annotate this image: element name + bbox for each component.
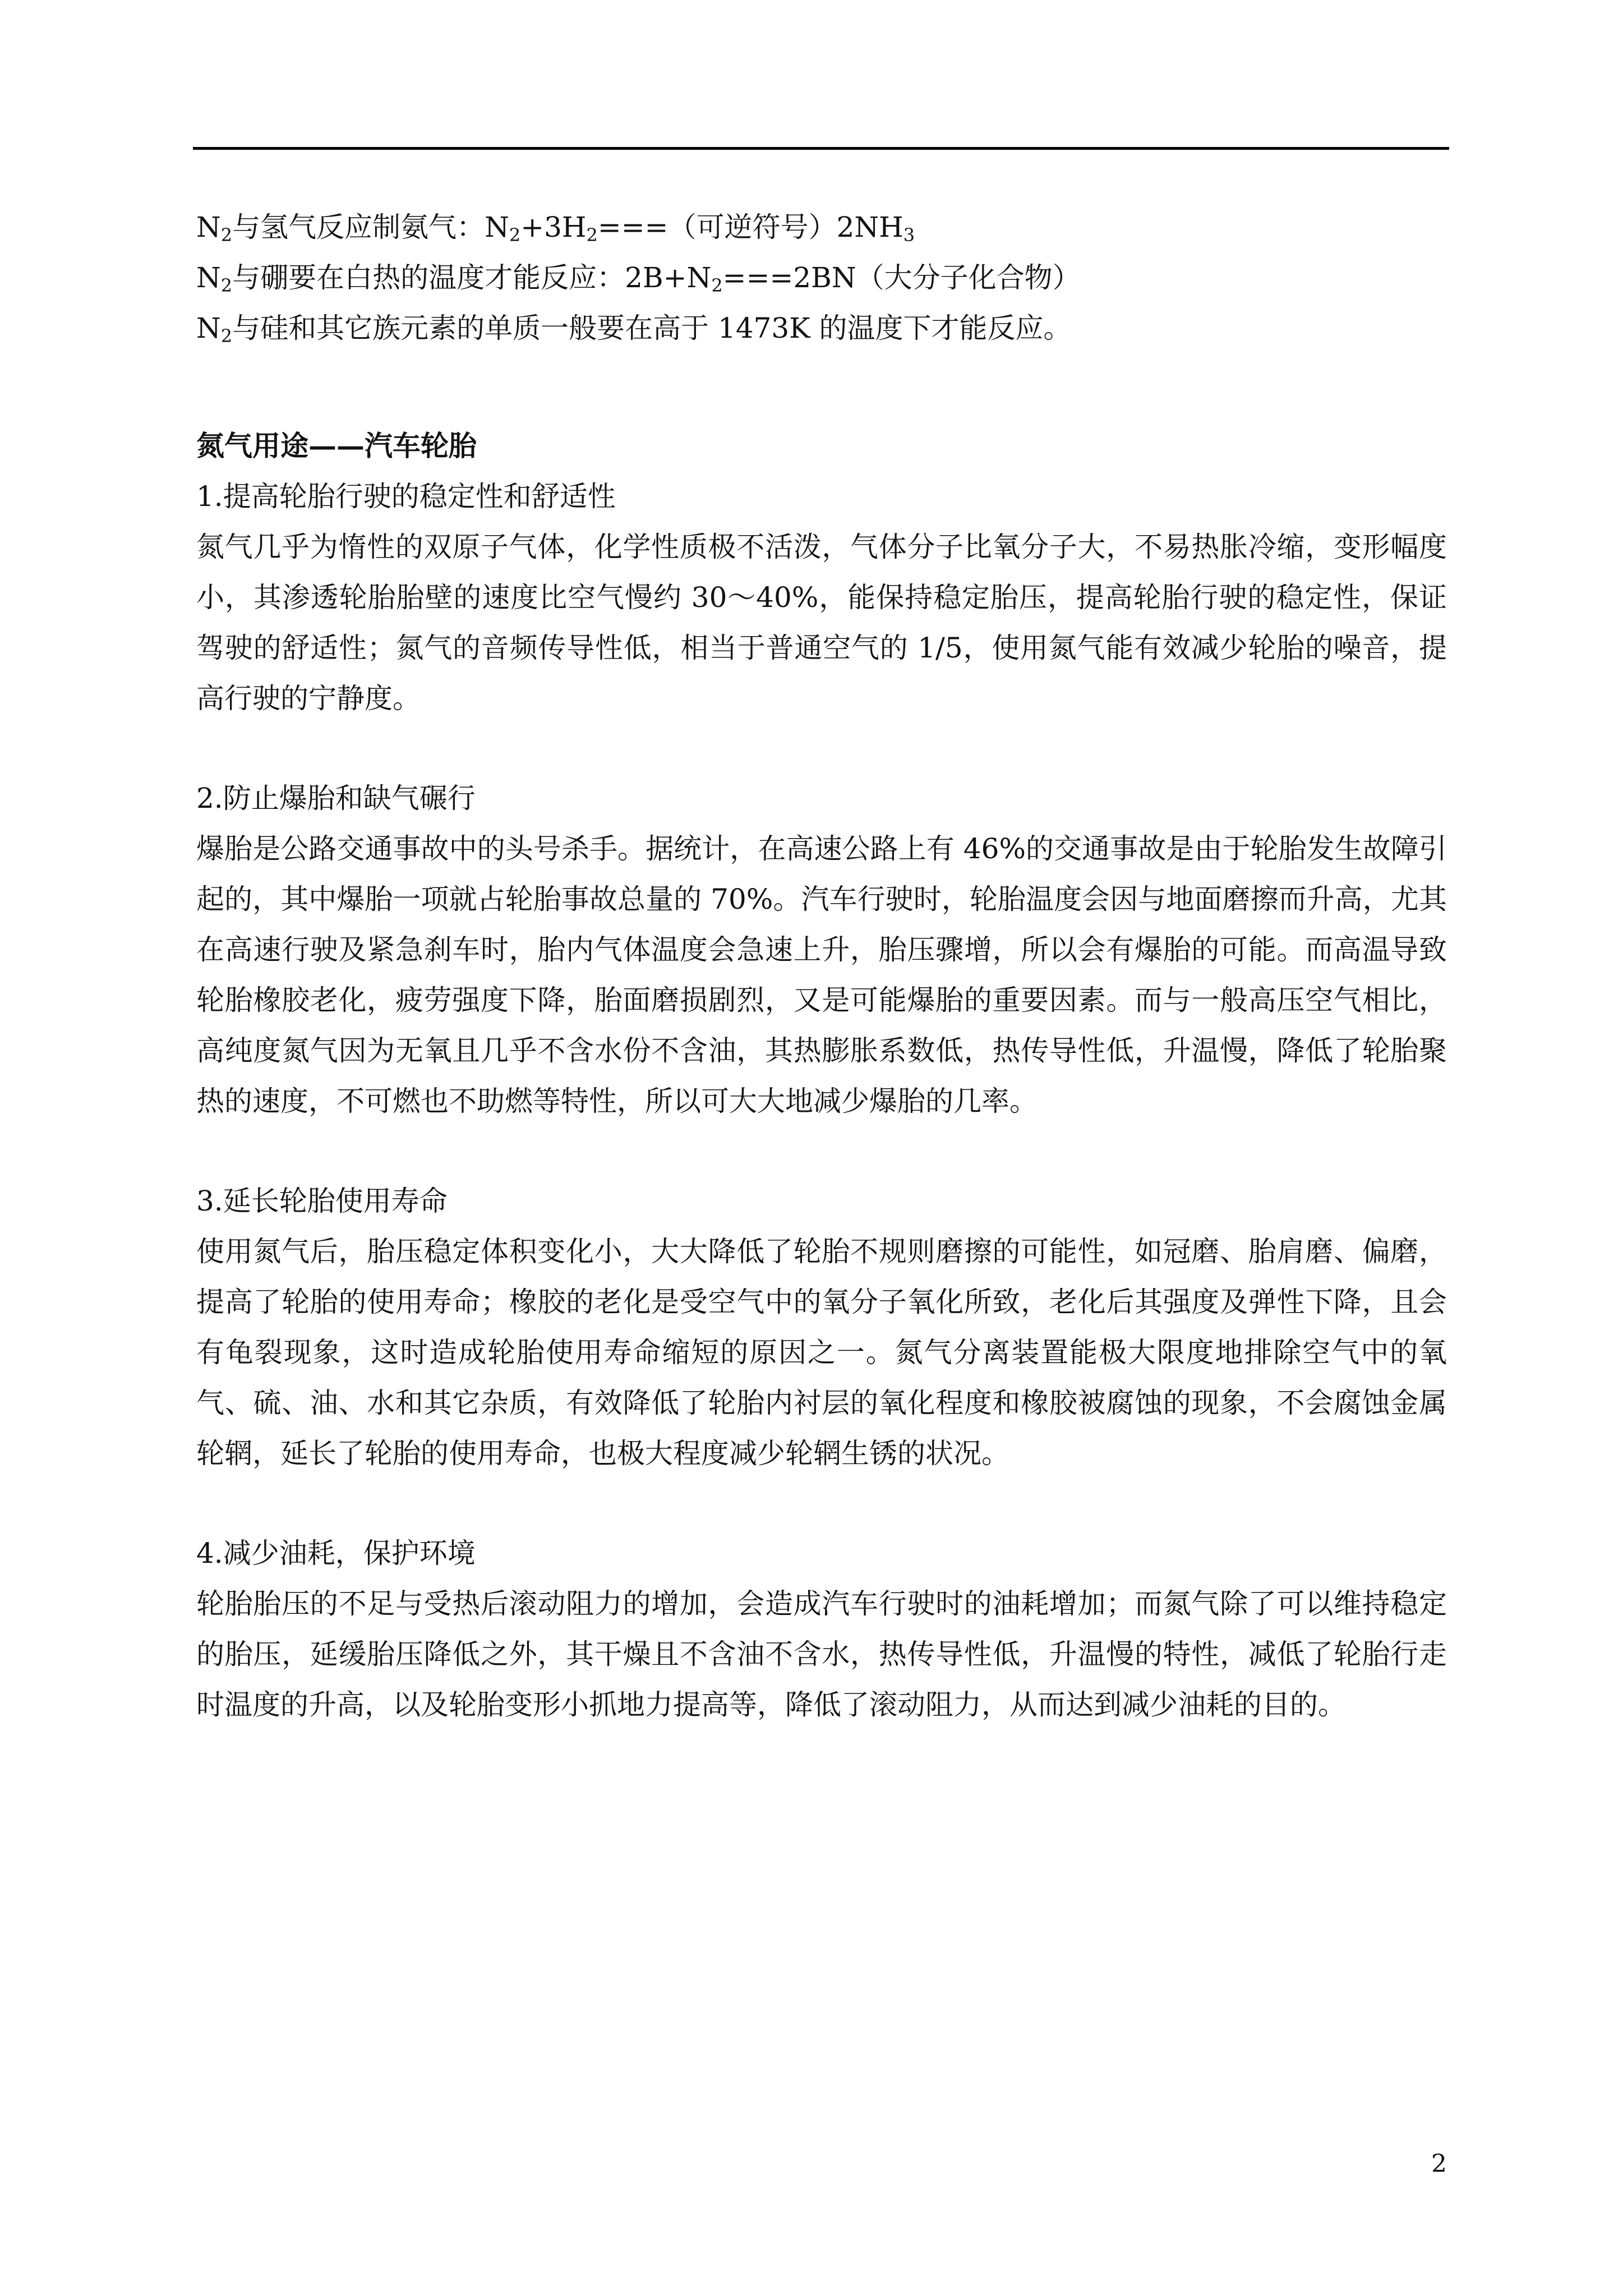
item-heading-blowout: 2.防止爆胎和缺气碾行 [196, 782, 476, 815]
reaction-subscript: 2 [711, 275, 723, 296]
reaction-text: N [196, 211, 221, 243]
reaction-subscript: 2 [220, 325, 233, 347]
spacer [196, 353, 1447, 421]
reaction-subscript: 2 [586, 224, 598, 246]
reaction-text: N [196, 261, 221, 294]
reaction-subscript: 3 [903, 224, 915, 246]
reaction-text: 与硼要在白热的温度才能反应：2B+N [232, 261, 712, 294]
item-heading-fuel: 4.减少油耗，保护环境 [196, 1537, 476, 1570]
spacer [196, 1126, 1447, 1176]
reaction-text: N [196, 312, 221, 344]
spacer [196, 724, 1447, 773]
reaction-subscript: 2 [220, 224, 233, 246]
reaction-text: +3H [520, 211, 587, 243]
item-body-blowout: 爆胎是公路交通事故中的头号杀手。据统计，在高速公路上有 46%的交通事故是由于轮胎发生故障引起的，其中爆胎一项就占轮胎事故总量的 70%。汽车行驶时，轮胎温度会因与地面磨擦而升高，尤其在高速行驶及紧急刹车时，胎内气体温度会急速上升，胎压骤增，所以会有爆胎的可能。而高温导致轮胎橡胶老化，疲劳强度下降，胎面磨损剧烈，又是可能爆胎的重要因素。而与一般高压空气相比，高纯度氮气因为无氧且几乎不含水份不含油，其热膨胀系数低，热传导性低，升温慢，降低了轮胎聚热的速度，不可燃也不助燃等特性，所以可大大地减少爆胎的几率。 [196, 832, 1447, 1117]
page-content [196, 202, 1447, 1730]
reaction-text: ===（可逆符号）2NH [597, 211, 903, 243]
reaction-text: 与硅和其它族元素的单质一般要在高于 1473K 的温度下才能反应。 [232, 312, 1072, 344]
item-heading-lifespan: 3.延长轮胎使用寿命 [196, 1185, 448, 1217]
page-number: 2 [1431, 2150, 1447, 2178]
item-body-lifespan: 使用氮气后，胎压稳定体积变化小，大大降低了轮胎不规则磨擦的可能性，如冠磨、胎肩磨、偏磨，提高了轮胎的使用寿命；橡胶的老化是受空气中的氧分子氧化所致，老化后其强度及弹性下降，且会有龟裂现象，这时造成轮胎使用寿命缩短的原因之一。氮气分离装置能极大限度地排除空气中的氧气、硫、油、水和其它杂质，有效降低了轮胎内衬层的氧化程度和橡胶被腐蚀的现象，不会腐蚀金属轮辋，延长了轮胎的使用寿命，也极大程度减少轮辋生锈的状况。 [196, 1235, 1447, 1470]
reaction-line-silicon [196, 303, 1447, 353]
reaction-subscript: 2 [509, 224, 521, 246]
item-heading-stability: 1.提高轮胎行驶的稳定性和舒适性 [196, 480, 616, 513]
reaction-text: 与氢气反应制氨气：N [232, 211, 509, 243]
reaction-line-boron [196, 252, 1447, 303]
header-rule [193, 147, 1449, 150]
item-body-fuel: 轮胎胎压的不足与受热后滚动阻力的增加，会造成汽车行驶时的油耗增加；而氮气除了可以维持稳定的胎压，延缓胎压降低之外，其干燥且不含油不含水，热传导性低，升温慢的特性，减低了轮胎行走时温度的升高，以及轮胎变形小抓地力提高等，降低了滚动阻力，从而达到减少油耗的目的。 [196, 1588, 1447, 1721]
reaction-text: ===2BN（大分子化合物） [722, 261, 1081, 294]
reaction-subscript: 2 [220, 275, 233, 296]
section-title: 氮气用途——汽车轮胎 [196, 429, 477, 462]
reaction-line-ammonia [196, 202, 1447, 252]
spacer [196, 1479, 1447, 1528]
item-body-stability: 氮气几乎为惰性的双原子气体，化学性质极不活泼，气体分子比氧分子大，不易热胀冷缩，变形幅度小，其渗透轮胎胎壁的速度比空气慢约 30～40%，能保持稳定胎压，提高轮胎行驶的稳定性，保证驾驶的舒适性；氮气的音频传导性低，相当于普通空气的 1/5，使用氮气能有效减少轮胎的噪音，提高行驶的宁静度。 [196, 531, 1447, 715]
